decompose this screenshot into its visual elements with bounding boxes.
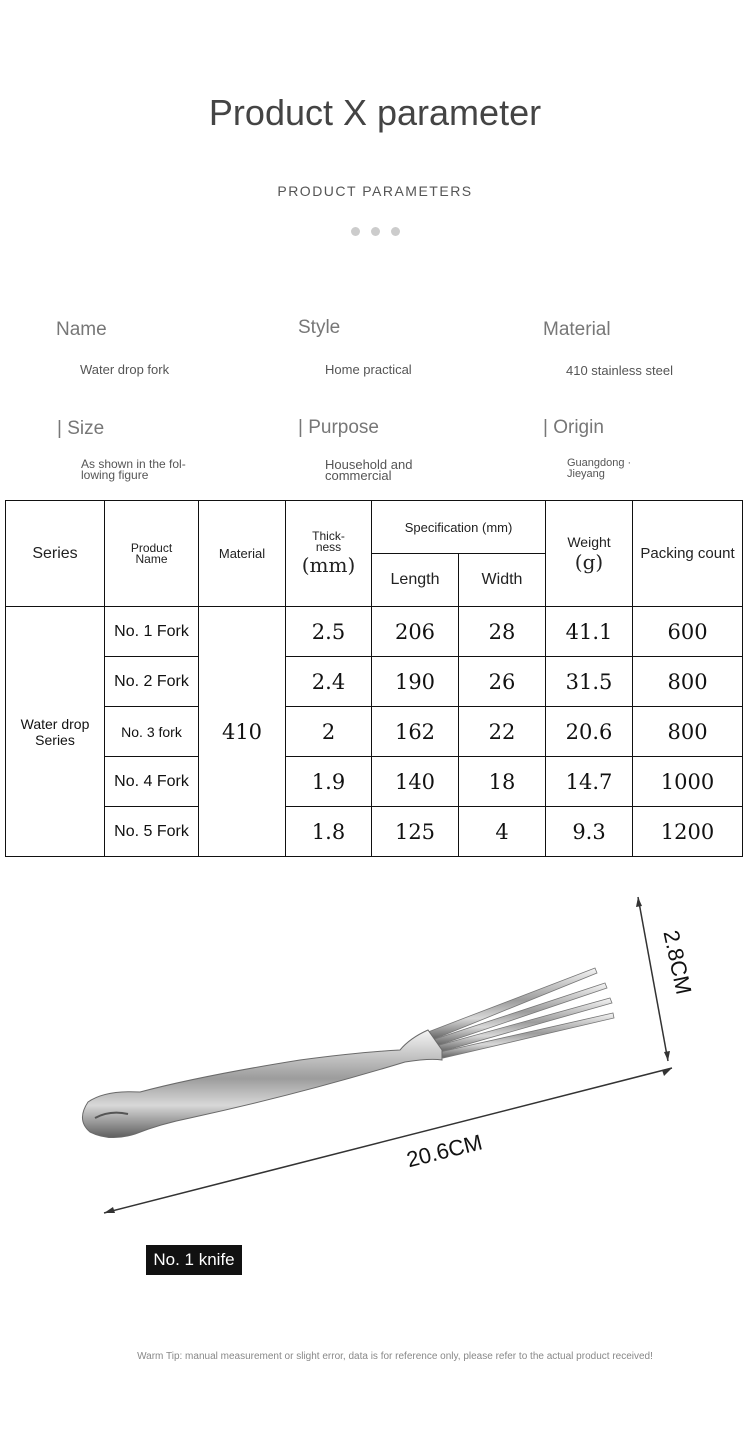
width-cell: 22 [459, 707, 546, 757]
length-cell: 162 [372, 707, 459, 757]
packing-cell: 800 [633, 657, 743, 707]
header-weight: Weight (g) [546, 501, 633, 607]
warm-tip: Warm Tip: manual measurement or slight error, data is for reference only, please refer to the actual product received! [137, 1351, 653, 1362]
fork-illustration [0, 880, 750, 1230]
param-purpose-label: | Purpose [298, 417, 379, 438]
param-name-label: Name [56, 319, 107, 340]
series-cell: Water drop Series [6, 607, 105, 857]
param-size-value: As shown in the fol- lowing figure [81, 457, 186, 482]
weight-cell: 31.5 [546, 657, 633, 707]
packing-cell: 800 [633, 707, 743, 757]
material-cell: 410 [199, 607, 286, 857]
table-header-row [6, 501, 743, 554]
thickness-cell: 2.5 [286, 607, 372, 657]
param-material-value: 410 stainless steel [566, 363, 673, 378]
header-material: Material [199, 501, 286, 607]
table-row [6, 657, 743, 707]
header-width: Width [459, 554, 546, 607]
width-cell: 26 [459, 657, 546, 707]
weight-cell: 41.1 [546, 607, 633, 657]
header-thickness: Thick- ness (mm) [286, 501, 372, 607]
product-badge: No. 1 knife [146, 1245, 242, 1275]
packing-cell: 1000 [633, 757, 743, 807]
width-dimension-line [636, 897, 670, 1061]
product-name-cell: No. 4 Fork [105, 757, 199, 807]
header-product-name: Product Name [105, 501, 199, 607]
product-name-cell: No. 3 fork [105, 707, 199, 757]
thickness-cell: 2 [286, 707, 372, 757]
param-style-value: Home practical [325, 362, 412, 377]
width-cell: 28 [459, 607, 546, 657]
product-name-cell: No. 5 Fork [105, 807, 199, 857]
param-origin-label: | Origin [543, 417, 604, 438]
header-packing: Packing count [633, 501, 743, 607]
length-label: 20.6CM [404, 1129, 485, 1173]
width-cell: 4 [459, 807, 546, 857]
param-purpose-value: Household and commercial [325, 457, 413, 483]
table-row [6, 707, 743, 757]
header-specification: Specification (mm) [372, 501, 546, 554]
table-row [6, 757, 743, 807]
thickness-cell: 1.9 [286, 757, 372, 807]
param-size-label: | Size [57, 418, 105, 439]
product-name-cell: No. 2 Fork [105, 657, 199, 707]
dot-icon [371, 227, 380, 236]
length-cell: 125 [372, 807, 459, 857]
weight-cell: 9.3 [546, 807, 633, 857]
param-name-value: Water drop fork [80, 362, 170, 377]
packing-cell: 1200 [633, 807, 743, 857]
weight-cell: 20.6 [546, 707, 633, 757]
table-row [6, 807, 743, 857]
fork-image [82, 968, 614, 1138]
length-cell: 206 [372, 607, 459, 657]
dot-icon [391, 227, 400, 236]
param-style-label: Style [298, 317, 341, 338]
packing-cell: 600 [633, 607, 743, 657]
page-title: Product X parameter [208, 92, 542, 133]
thickness-cell: 2.4 [286, 657, 372, 707]
decorative-dots [0, 227, 750, 236]
page-subtitle: PRODUCT PARAMETERS [277, 183, 473, 199]
dot-icon [351, 227, 360, 236]
length-cell: 140 [372, 757, 459, 807]
product-name-cell: No. 1 Fork [105, 607, 199, 657]
length-cell: 190 [372, 657, 459, 707]
table-row [6, 607, 743, 657]
param-origin-value: Guangdong · Jieyang [567, 457, 632, 480]
weight-cell: 14.7 [546, 757, 633, 807]
param-material-label: Material [543, 319, 611, 340]
width-cell: 18 [459, 757, 546, 807]
header-length: Length [372, 554, 459, 607]
width-label: 2.8CM [658, 928, 697, 997]
header-series: Series [6, 501, 105, 607]
thickness-cell: 1.8 [286, 807, 372, 857]
spec-table [5, 500, 743, 857]
